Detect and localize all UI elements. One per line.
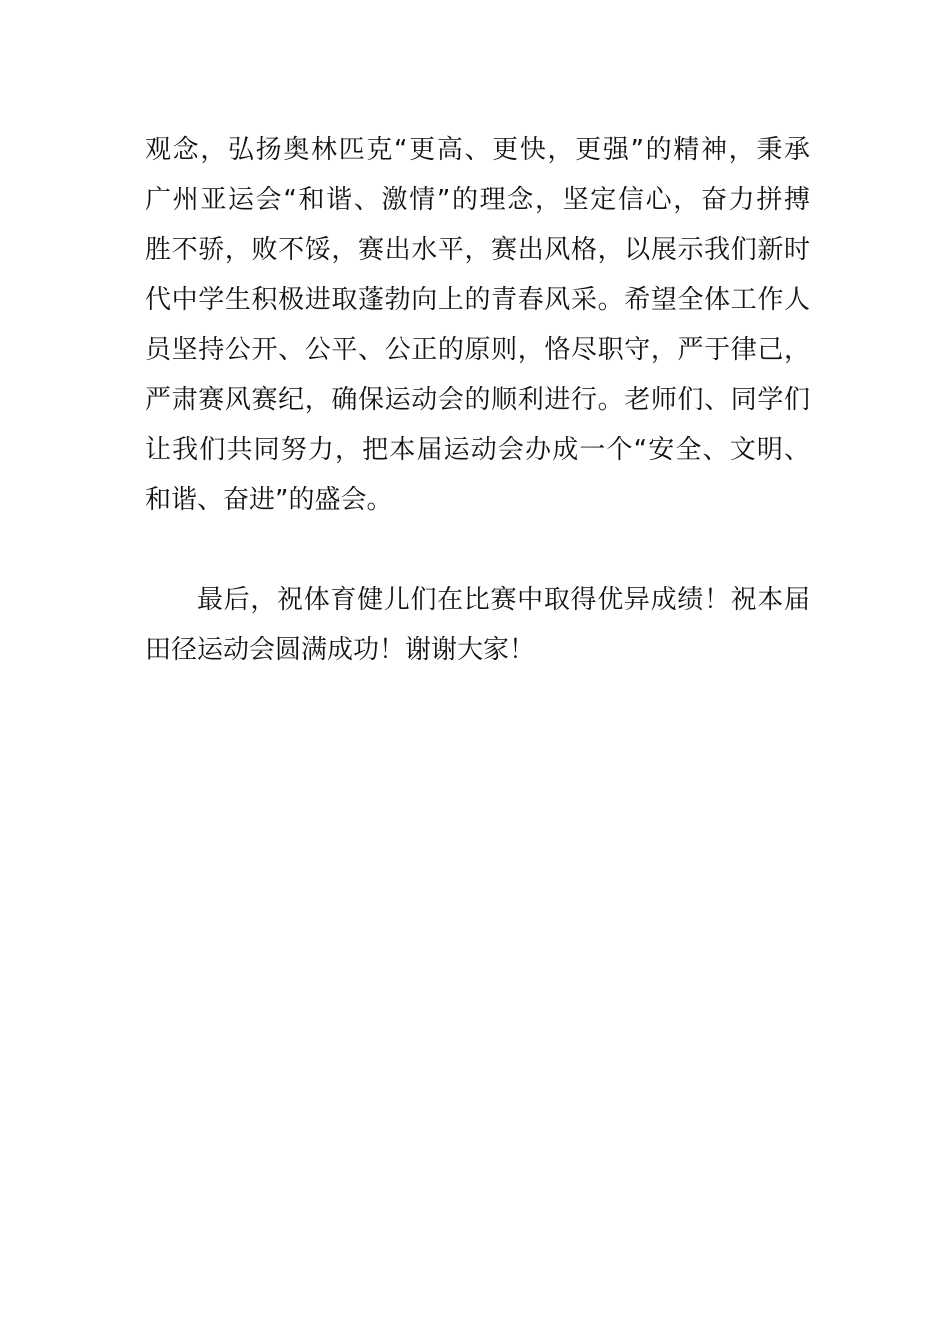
body-paragraph [145, 125, 810, 525]
paragraph-line: 让我们共同努力，把本届运动会办成一个“安全、文明、 [145, 435, 810, 465]
paragraph-line: 最后，祝体育健儿们在比赛中取得优异成绩！祝本届 [197, 585, 810, 615]
paragraph-line: 观念，弘扬奥林匹克“更高、更快，更强”的精神，秉承 [145, 135, 810, 165]
paragraph-line: 田径运动会圆满成功！谢谢大家！ [145, 635, 536, 665]
paragraph-line: 代中学生积极进取蓬勃向上的青春风采。希望全体工作人 [145, 285, 810, 315]
paragraph-line: 严肃赛风赛纪，确保运动会的顺利进行。老师们、同学们 [145, 385, 810, 415]
paragraph-line: 胜不骄，败不馁，赛出水平，赛出风格，以展示我们新时 [145, 235, 810, 265]
closing-paragraph [145, 575, 810, 675]
paragraph-line: 广州亚运会“和谐、激情”的理念，坚定信心，奋力拼搏 [145, 185, 810, 215]
paragraph-line: 员坚持公开、公平、公正的原则，恪尽职守，严于律己， [145, 335, 810, 365]
paragraph-line: 和谐、奋进”的盛会。 [145, 485, 393, 515]
